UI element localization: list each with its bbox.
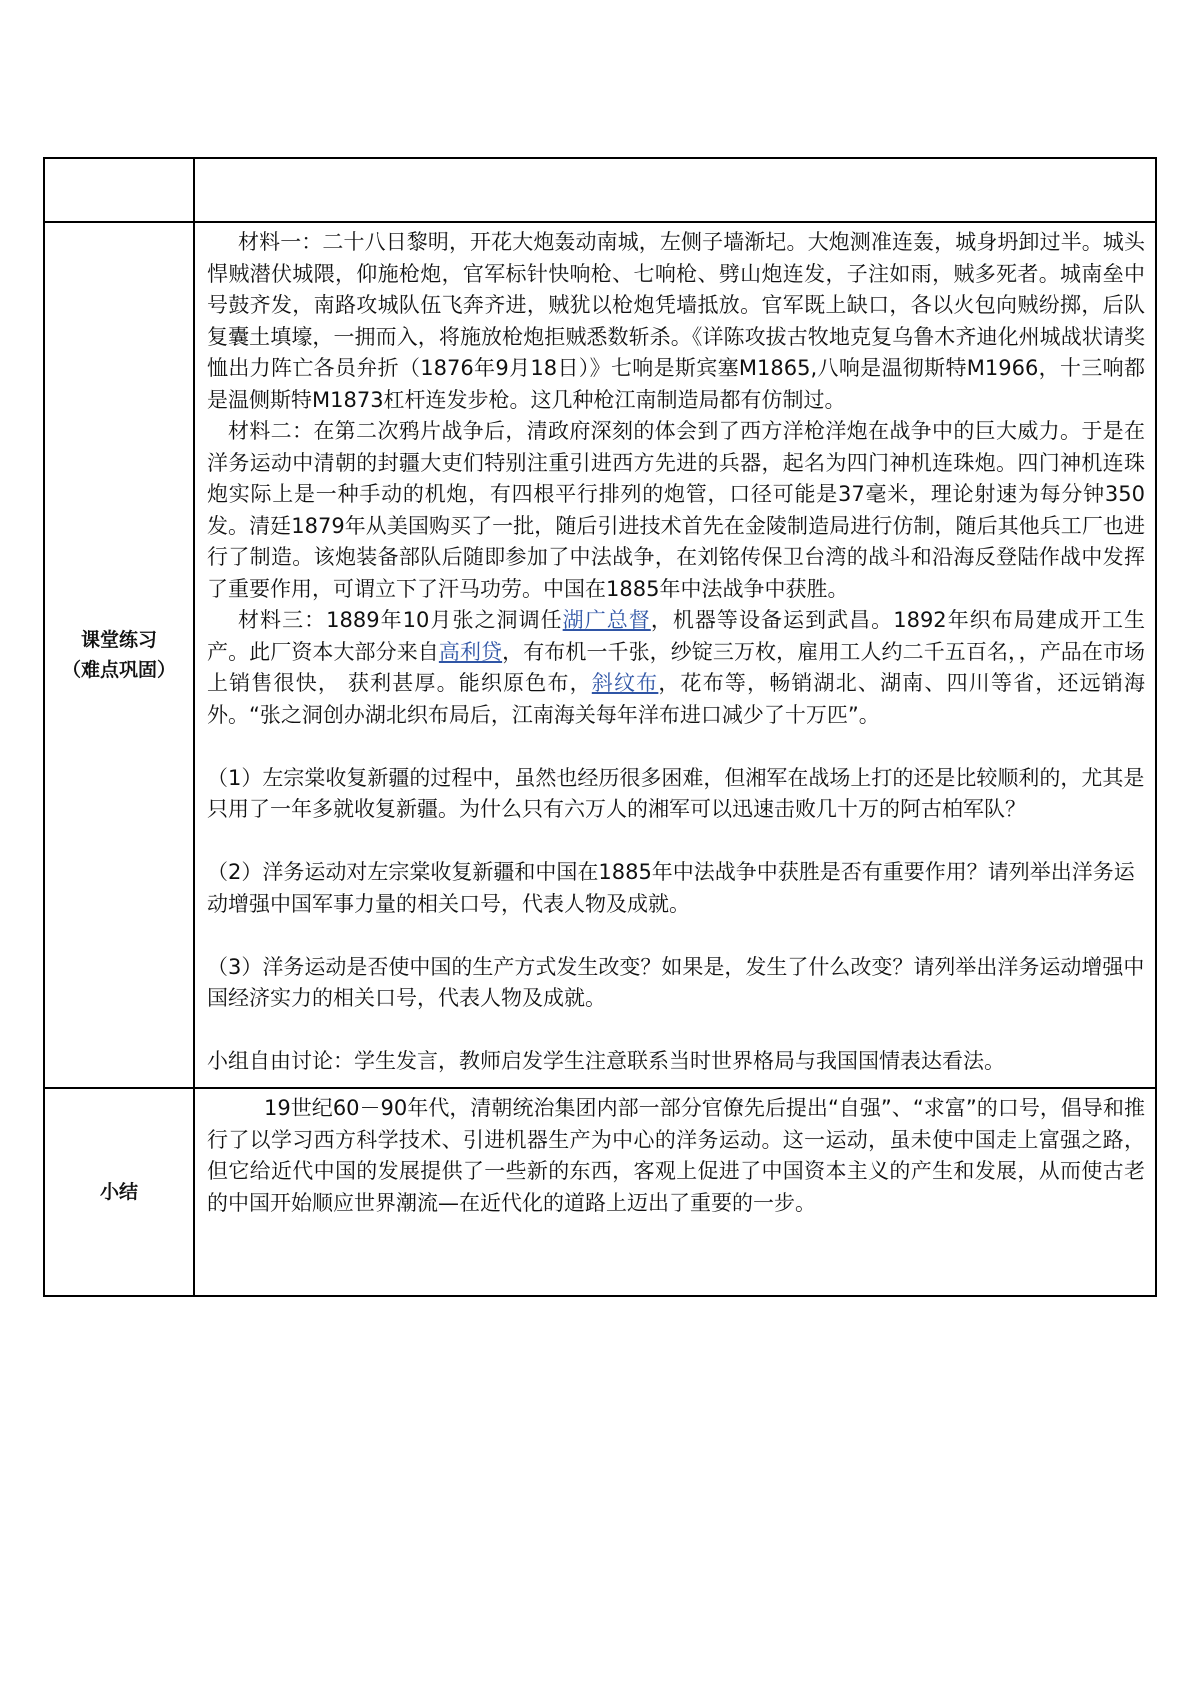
material-three-text-1: 材料三：1889年10月张之洞调任: [238, 608, 563, 632]
material-three-text-3: ，有布机一千张，纱锭三万枚，雇用工人约二千五百名，，产品在市场上销售很快， 获利甚厚。能织原色布，: [207, 639, 1146, 695]
summary-label: 小结: [99, 1181, 138, 1203]
material-two: 材料二：在第二次鸦片战争后，清政府深刻的体会到了西方洋枪洋炮在战争中的巨大威力。于是在洋务运动中清朝的封疆大吏们特别注重引进西方先进的兵器，起名为四门神机连珠炮。四门神机连珠炮实际上是一种手动的机炮，有四根平行排列的炮管，口径可能是37毫米，理论射速为每分钟350发。清廷1879年从美国购买了一批，随后引进技术首先在金陵制造局进行仿制，随后其他兵工厂也进行了制造。该炮装备部队后随即参加了中法战争，在刘铭传保卫台湾的战斗和沿海反登陆作战中发挥了重要作用，可谓立下了汗马功劳。中国在1885年中法战争中获胜。: [207, 419, 1145, 601]
material-three-text-4: ，花布等，畅销湖北、湖南、四川等省，还远销海外。“张之洞创办湖北织布局后，江南海关每年洋布进口减少了十万匹”。: [207, 671, 1145, 727]
link-huguang-governor[interactable]: 湖广总督: [562, 608, 651, 632]
empty-label-cell: [44, 158, 194, 222]
group-discussion: 小组自由讨论：学生发言，教师启发学生注意联系当时世界格局与我国国情表达看法。: [207, 1049, 1005, 1073]
spacer: [207, 1015, 1145, 1047]
table-row-empty: [44, 158, 1156, 222]
table-row-exercise: [44, 222, 1156, 1088]
exercise-content-cell: [194, 222, 1156, 1088]
material-three: [207, 605, 1145, 731]
table-row-summary: [44, 1088, 1156, 1296]
summary-label-cell: [44, 1088, 194, 1296]
question-three: （3）洋务运动是否使中国的生产方式发生改变？如果是，发生了什么改变？请列举出洋务运动增强中国经济实力的相关口号，代表人物及成就。: [207, 954, 1145, 1010]
exercise-sublabel: （难点巩固）: [61, 659, 176, 681]
link-usury[interactable]: 高利贷: [438, 639, 503, 664]
spacer: [207, 826, 1145, 858]
lesson-plan-table: [43, 157, 1157, 1297]
material-one: 材料一：二十八日黎明，开花大炮轰动南城，左侧子墙渐圮。大炮测准连轰，城身坍卸过半。城头悍贼潜伏城隈，仰施枪炮，官军标针快响枪、七响枪、劈山炮连发，子注如雨，贼多死者。城南垒中号鼓齐发，南路攻城队伍飞奔齐进，贼犹以枪炮凭墙抵放。官军既上缺口，各以火包向贼纷掷，后队复囊土填壕，一拥而入，将施放枪炮拒贼悉数斩杀。《详陈攻拔古牧地克复乌鲁木齐迪化州城战状请奖恤出力阵亡各员弁折（1876年9月18日）》七响是斯宾塞M1865,八响是温彻斯特M1966，十三响都是温侧斯特M1873杠杆连发步枪。这几种枪江南制造局都有仿制过。: [207, 230, 1145, 412]
spacer: [207, 731, 1145, 763]
summary-text: 19世纪60－90年代，清朝统治集团内部一部分官僚先后提出“自强”、“求富”的口号，倡导和推行了以学习西方科学技术、引进机器生产为中心的洋务运动。这一运动，虽未使中国走上富强之路，但它给近代中国的发展提供了一些新的东西，客观上促进了中国资本主义的产生和发展，从而使古老的中国开始顺应世界潮流—在近代化的道路上迈出了重要的一步。: [207, 1096, 1145, 1215]
question-two: （2）洋务运动对左宗棠收复新疆和中国在1885年中法战争中获胜是否有重要作用？请列举出洋务运动增强中国军事力量的相关口号，代表人物及成就。: [207, 860, 1135, 916]
exercise-label-cell: [44, 222, 194, 1088]
spacer: [207, 920, 1145, 952]
link-twill-cloth[interactable]: 斜纹布: [591, 671, 659, 695]
summary-content-cell: [194, 1088, 1156, 1296]
question-one: （1）左宗棠收复新疆的过程中，虽然也经历很多困难，但湘军在战场上打的还是比较顺利的，尤其是只用了一年多就收复新疆。为什么只有六万人的湘军可以迅速击败几十万的阿古柏军队？: [207, 765, 1145, 821]
empty-content-cell: [194, 158, 1156, 222]
exercise-label: 课堂练习: [80, 629, 157, 651]
material-three-text-2: ，机器等设备运到武昌。1892年织布局建成开工生产。此厂资本大部分来自: [207, 608, 1145, 664]
